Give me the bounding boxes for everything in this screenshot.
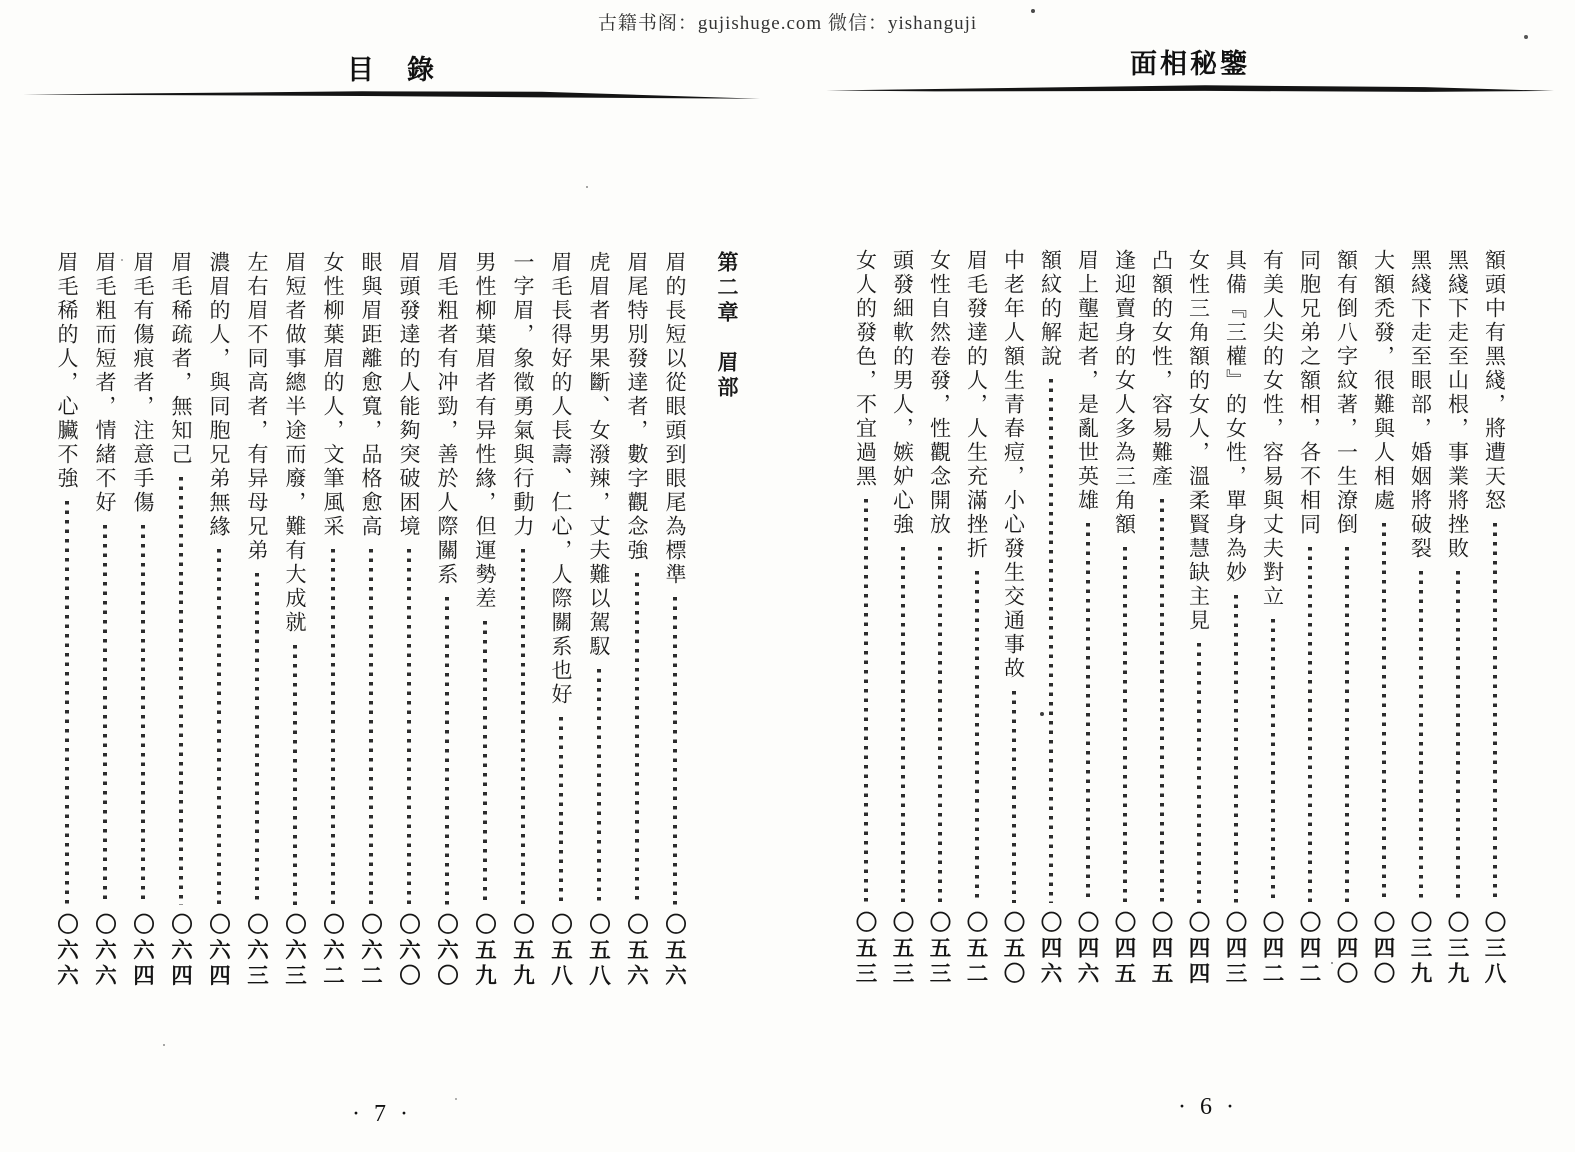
toc-entry: [162, 251, 200, 989]
toc-entry: [466, 251, 504, 989]
left-page-title: 目 錄: [347, 55, 437, 85]
entry-page-number: 〇六四: [206, 912, 231, 989]
toc-entry: [1439, 249, 1476, 987]
entry-title: 額有倒八字紋著，一生潦倒: [1334, 249, 1359, 537]
entry-title: 女性柳葉眉的人，文筆風采: [321, 251, 345, 539]
entry-page-number: 〇四五: [1149, 910, 1173, 987]
entry-page-number: 〇五九: [510, 912, 535, 989]
entry-page-number: 〇五六: [624, 912, 649, 989]
toc-entry: [580, 251, 618, 989]
toc-entry: [1476, 249, 1513, 987]
entry-page-number: 〇六二: [358, 912, 383, 989]
left-header-rule-line: [22, 88, 762, 103]
entry-title: 眉上壟起者，是亂世英雄: [1075, 249, 1100, 513]
dotted-leader: [369, 549, 373, 905]
dotted-leader: [1049, 379, 1053, 903]
dotted-leader: [1012, 691, 1016, 903]
entry-title: 女性自然卷發，性觀念開放: [927, 249, 952, 537]
dotted-leader: [1160, 499, 1164, 903]
entry-title: 大額禿發，很難與人相處: [1371, 249, 1396, 513]
page-right-toc: [825, 42, 1555, 987]
dotted-leader: [255, 573, 259, 905]
toc-entry: [1254, 249, 1291, 987]
dotted-leader: [521, 549, 525, 905]
toc-entry: [1291, 249, 1328, 987]
entry-page-number: 〇五三: [927, 910, 951, 987]
watermark-text: 古籍书阁：gujishuge.com 微信：yishanguji: [597, 13, 978, 34]
toc-entry: [428, 251, 466, 989]
entry-title: 額紋的解說: [1038, 249, 1063, 369]
entry-page-number: 〇六六: [92, 912, 117, 989]
entry-page-number: 〇五三: [853, 910, 877, 987]
entry-title: 眉毛發達的人，人生充滿挫折: [964, 249, 989, 561]
entry-page-number: 〇三九: [1445, 910, 1469, 987]
entry-page-number: 〇六四: [168, 912, 193, 989]
toc-entry: [390, 251, 428, 989]
toc-entry: [276, 251, 314, 989]
entry-page-number: 〇六四: [130, 912, 155, 989]
dotted-leader: [597, 669, 601, 905]
toc-entry: [238, 251, 276, 989]
dotted-leader: [179, 477, 183, 905]
toc-entry: [1069, 249, 1106, 987]
entry-title: 眉的長短以從眼頭到眼尾為標準: [663, 251, 687, 587]
dotted-leader: [1456, 571, 1460, 903]
toc-entry: [1143, 249, 1180, 987]
dotted-leader: [141, 525, 145, 905]
toc-entry: [86, 251, 124, 989]
entry-title: 黑綫下走至眼部，婚姻將破裂: [1408, 249, 1433, 561]
dotted-leader: [975, 571, 979, 903]
dotted-leader: [1345, 547, 1349, 903]
dotted-leader: [1308, 547, 1312, 903]
entry-title: 左右眉不同高者，有异母兄弟: [245, 251, 269, 563]
right-page-number: · 6 ·: [1178, 1094, 1238, 1120]
toc-entry: [958, 249, 995, 987]
page-left-toc: [22, 48, 762, 989]
entry-title: 凸額的女性，容易難產: [1149, 249, 1174, 489]
chapter-title: 第二章 眉部: [715, 251, 739, 401]
dotted-leader: [1271, 619, 1275, 903]
dotted-leader: [483, 621, 487, 905]
entry-title: 中老年人額生青春痘，小心發生交通事故: [1001, 249, 1026, 681]
dotted-leader: [1419, 571, 1423, 903]
dotted-leader: [1197, 643, 1201, 903]
dotted-leader: [673, 597, 677, 905]
toc-entry: [504, 251, 542, 989]
entry-page-number: 〇四〇: [1334, 910, 1358, 987]
toc-entry: [1365, 249, 1402, 987]
entry-title: 眉毛粗而短者，情緒不好: [93, 251, 117, 515]
entry-page-number: 〇四〇: [1371, 910, 1395, 987]
toc-entry: [1032, 249, 1069, 987]
entry-title: 眉毛長得好的人長壽、仁心，人際關系也好: [549, 251, 573, 707]
entry-page-number: 〇五二: [964, 910, 988, 987]
entry-page-number: 〇四五: [1112, 910, 1136, 987]
dotted-leader: [901, 547, 905, 903]
dotted-leader: [65, 501, 69, 905]
dotted-leader: [103, 525, 107, 905]
toc-entry: [847, 249, 884, 987]
entry-page-number: 〇四二: [1297, 910, 1321, 987]
dotted-leader: [635, 573, 639, 905]
scan-speckles: [0, 0, 2, 2]
toc-entry: [995, 249, 1032, 987]
entry-page-number: 〇三八: [1482, 910, 1506, 987]
entry-title: 同胞兄弟之額相，各不相同: [1297, 249, 1322, 537]
toc-entry: [200, 251, 238, 989]
entry-page-number: 〇五三: [890, 910, 914, 987]
toc-entry: [1402, 249, 1439, 987]
entry-title: 眉毛稀的人，心臟不強: [55, 251, 79, 491]
dotted-leader: [1493, 523, 1497, 903]
entry-title: 有美人尖的女性，容易與丈夫對立: [1260, 249, 1285, 609]
left-page-header: [22, 48, 762, 103]
entry-title: 眉毛粗者有冲勁，善於人際關系: [435, 251, 459, 587]
toc-entry: [48, 251, 86, 989]
right-page-header: [825, 42, 1555, 97]
entry-page-number: 〇六二: [320, 912, 345, 989]
right-header-rule-line: [825, 82, 1555, 97]
dotted-leader: [217, 549, 221, 905]
toc-entry: [124, 251, 162, 989]
entry-page-number: 〇六三: [244, 912, 269, 989]
entry-title: 男性柳葉眉者有异性緣，但運勢差: [473, 251, 497, 611]
entry-title: 女性三角額的女人，溫柔賢慧缺主見: [1186, 249, 1211, 633]
dotted-leader: [407, 549, 411, 905]
entry-title: 額頭中有黑綫，將遭天怒: [1482, 249, 1507, 513]
entry-title: 逢迎賣身的女人多為三角額: [1112, 249, 1137, 537]
toc-entry: [314, 251, 352, 989]
dotted-leader: [1234, 595, 1238, 903]
dotted-leader: [293, 645, 297, 905]
entry-title: 黑綫下走至山根，事業將挫敗: [1445, 249, 1470, 561]
toc-entry: [1180, 249, 1217, 987]
dotted-leader: [445, 597, 449, 905]
dotted-leader: [1382, 523, 1386, 903]
entry-title: 眉尾特別發達者，數字觀念強: [625, 251, 649, 563]
entry-page-number: 〇五〇: [1001, 910, 1025, 987]
entry-page-number: 〇四六: [1075, 910, 1099, 987]
toc-entry: [1217, 249, 1254, 987]
toc-entry: [884, 249, 921, 987]
entry-title: 虎眉者男果斷、女潑辣，丈夫難以駕馭: [587, 251, 611, 659]
entry-page-number: 〇四二: [1260, 910, 1284, 987]
entry-page-number: 〇五八: [548, 912, 573, 989]
entry-page-number: 〇四四: [1186, 910, 1210, 987]
entry-title: 頭發細軟的男人，嫉妒心強: [890, 249, 915, 537]
toc-entry: [1328, 249, 1365, 987]
entry-page-number: 〇五八: [586, 912, 611, 989]
dotted-leader: [1123, 547, 1127, 903]
entry-page-number: 〇五六: [662, 912, 687, 989]
entry-page-number: 〇四三: [1223, 910, 1247, 987]
entry-page-number: 〇五九: [472, 912, 497, 989]
entry-title: 一字眉，象徵勇氣與行動力: [511, 251, 535, 539]
toc-entry: [921, 249, 958, 987]
entry-page-number: 〇六三: [282, 912, 307, 989]
entry-page-number: 〇六〇: [396, 912, 421, 989]
toc-entry: [656, 251, 694, 989]
entry-title: 眉毛有傷痕者，注意手傷: [131, 251, 155, 515]
entry-title: 眉頭發達的人能夠突破困境: [397, 251, 421, 539]
entry-page-number: 〇三九: [1408, 910, 1432, 987]
chapter-heading: [708, 251, 746, 989]
dotted-leader: [1086, 523, 1090, 903]
toc-entry: [542, 251, 580, 989]
entry-title: 眉短者做事總半途而廢，難有大成就: [283, 251, 307, 635]
right-page-title: 面相秘鑒: [1130, 49, 1250, 79]
toc-entry: [352, 251, 390, 989]
toc-columns-right: [825, 249, 1555, 987]
entry-title: 濃眉的人，與同胞兄弟無緣: [207, 251, 231, 539]
entry-page-number: 〇六〇: [434, 912, 459, 989]
entry-title: 具備『三權』的女性，單身為妙: [1223, 249, 1248, 585]
entry-page-number: 〇六六: [54, 912, 79, 989]
entry-page-number: 〇四六: [1038, 910, 1062, 987]
left-page-number: · 7 ·: [352, 1101, 412, 1127]
entry-title: 眼與眉距離愈寬，品格愈高: [359, 251, 383, 539]
entry-title: 眉毛稀疏者，無知己: [169, 251, 193, 467]
dotted-leader: [331, 549, 335, 905]
toc-entry: [618, 251, 656, 989]
dotted-leader: [864, 499, 868, 903]
entry-title: 女人的發色，不宜過黑: [853, 249, 878, 489]
dotted-leader: [559, 717, 563, 905]
dotted-leader: [938, 547, 942, 903]
toc-entry: [1106, 249, 1143, 987]
toc-columns-left: [22, 251, 762, 989]
